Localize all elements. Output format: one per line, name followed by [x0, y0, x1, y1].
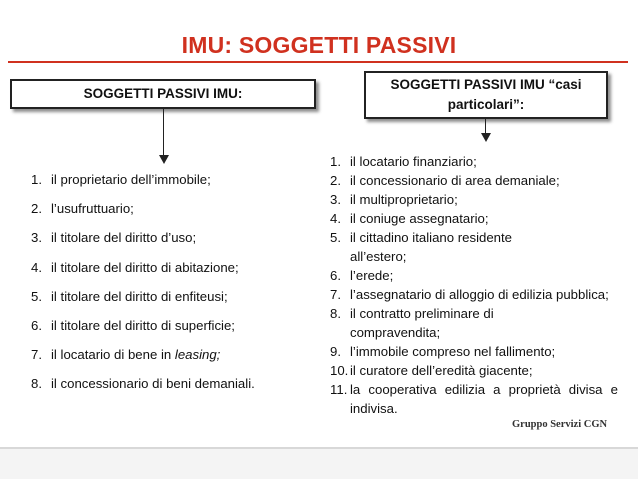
- list-item: 8. il concessionario di beni demaniali.: [31, 376, 255, 392]
- page-title: IMU: SOGGETTI PASSIVI: [181, 32, 457, 58]
- list-item: 2. il concessionario di area demaniale;: [330, 173, 560, 188]
- leasing-emphasis: leasing;: [174, 347, 221, 363]
- list-item: 10. il curatore dell’eredità giacente;: [330, 363, 533, 378]
- left-list: [31, 171, 331, 405]
- footer-band: [0, 447, 638, 479]
- left-arrow-line: [163, 109, 164, 157]
- list-item: 5. il cittadino italiano residente all’estero;: [330, 230, 513, 264]
- footer-divider: [0, 447, 638, 449]
- brand-logo-text: Gruppo Servizi CGN: [512, 419, 608, 430]
- left-box-soggetti-passivi: SOGGETTI PASSIVI IMU:: [10, 79, 316, 109]
- list-item: 11. la cooperativa edilizia a proprietà divisa e indivisa.: [330, 382, 618, 416]
- list-item: 6. l’erede;: [330, 268, 394, 283]
- right-arrow-head: [481, 133, 491, 142]
- list-item: 8. il contratto preliminare di compravendita;: [330, 306, 494, 340]
- list-item: 9. l’immobile compreso nel fallimento;: [330, 344, 556, 359]
- list-item: 1. il locatario finanziario;: [330, 154, 477, 169]
- right-box-label-line1: SOGGETTI PASSIVI IMU “casi: [390, 77, 582, 92]
- list-item: 7. il locatario di bene in leasing;: [31, 347, 221, 363]
- right-box-casi-particolari: [364, 71, 608, 119]
- list-item: 2. l’usufruttuario;: [31, 201, 134, 217]
- right-list: [330, 152, 620, 418]
- list-item: 1. il proprietario dell’immobile;: [31, 172, 211, 187]
- right-box-label-line2: particolari”:: [447, 97, 525, 112]
- list-item: 3. il multiproprietario;: [330, 192, 458, 207]
- list-item: 4. il coniuge assegnatario;: [330, 211, 489, 226]
- left-arrow-head: [159, 155, 169, 164]
- list-item: 5. il titolare del diritto di enfiteusi;: [31, 288, 228, 304]
- title-divider: [8, 61, 628, 63]
- list-item: 4. il titolare del diritto di abitazione;: [31, 259, 239, 275]
- list-item: 7. l’assegnatario di alloggio di edilizia pubblica;: [330, 287, 609, 302]
- list-item: 6. il titolare del diritto di superficie;: [31, 317, 235, 333]
- list-item: 3. il titolare del diritto d’uso;: [31, 230, 197, 246]
